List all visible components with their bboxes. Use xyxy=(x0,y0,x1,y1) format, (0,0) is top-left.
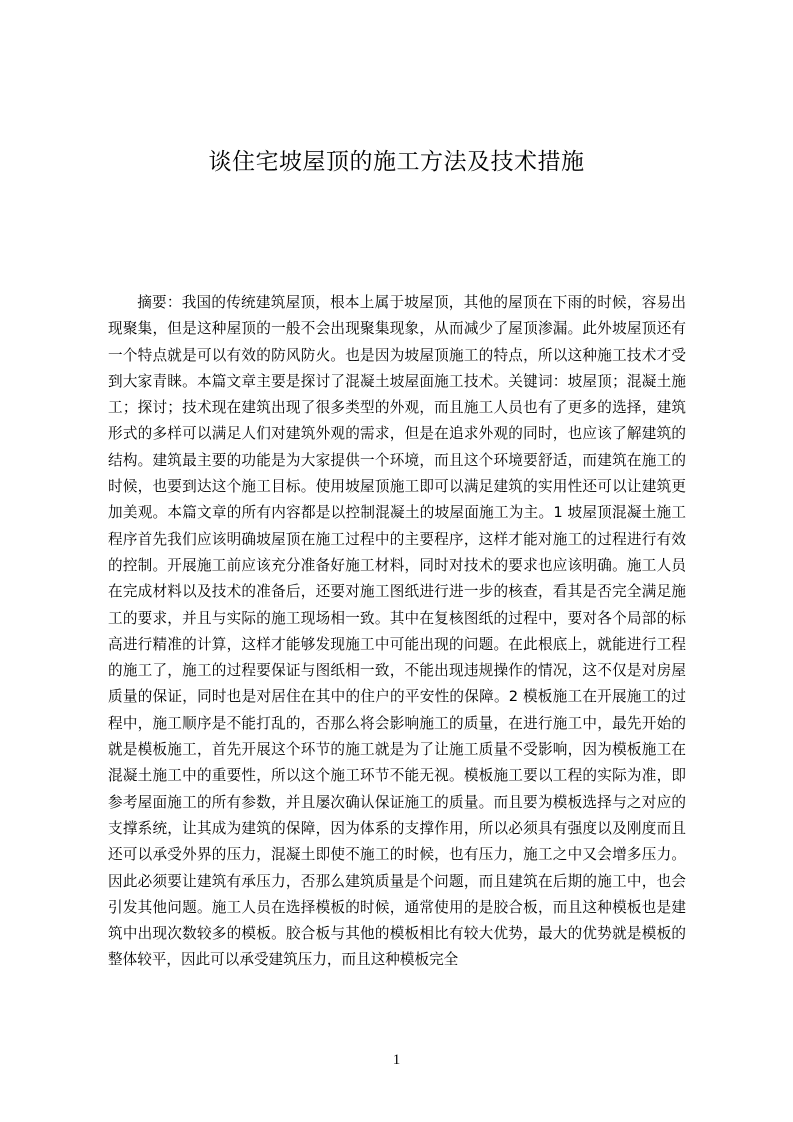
page-number: 1 xyxy=(392,1052,401,1068)
document-title: 谈住宅坡屋顶的施工方法及技术措施 xyxy=(208,149,585,175)
body-paragraph: 摘要：我国的传统建筑屋顶，根本上属于坡屋顶，其他的屋顶在下雨的时候，容易出现聚集，但是这种屋顶的一般不会出现聚集现象，从而减少了屋顶渗漏。此外坡屋顶还有一个特点就是可以有效的防风防火。也是因为坡屋顶施工的特点，所以这种施工技术才受到大家青睐。本篇文章主要是探讨了混凝土坡屋面施工技术。关键词：坡屋顶；混凝土施工；探讨；技术现在建筑出现了很多类型的外观，而且施工人员也有了更多的选择，建筑形式的多样可以满足人们对建筑外观的需求，但是在追求外观的同时，也应该了解建筑的结构。建筑最主要的功能是为大家提供一个环境，而且这个环境要舒适，而建筑在施工的时候，也要到达这个施工目标。使用坡屋顶施工即可以满足建筑的实用性还可以让建筑更加美观。本篇文章的所有内容都是以控制混凝土的坡屋面施工为主。1 坡屋顶混凝土施工程序首先我们应该明确坡屋顶在施工过程中的主要程序，这样才能对施工的过程进行有效的控制。开展施工前应该充分准备好施工材料，同时对技术的要求也应该明确。施工人员在完成材料以及技术的准备后，还要对施工图纸进行进一步的核查，看其是否完全满足施工的要求，并且与实际的施工现场相一致。其中在复核图纸的过程中，要对各个局部的标高进行精准的计算，这样才能够发现施工中可能出现的问题。在此根底上，就能进行工程的施工了，施工的过程要保证与图纸相一致，不能出现违规操作的情况，这不仅是对房屋质量的保证，同时也是对居住在其中的住户的平安性的保障。2 模板施工在开展施工的过程中，施工顺序是不能打乱的，否那么将会影响施工的质量，在进行施工中，最先开始的就是模板施工，首先开展这个环节的施工就是为了让施工质量不受影响，因为模板施工在混凝土施工中的重要性，所以这个施工环节不能无视。模板施工要以工程的实际为准，即参考屋面施工的所有参数，并且屡次确认保证施工的质量。而且要为模板选择与之对应的支撑系统，让其成为建筑的保障，因为体系的支撑作用，所以必须具有强度以及刚度而且还可以承受外界的压力，混凝土即使不施工的时候，也有压力，施工之中又会增多压力。因此必须要让建筑有承压力，否那么建筑质量是个问题，而且建筑在后期的施工中，也会引发其他问题。施工人员在选择模板的时候，通常使用的是胶合板，而且这种模板也是建筑中出现次数较多的模板。胶合板与其他的模板相比有较大优势，最大的优势就是模板的整体较平，因此可以承受建筑压力，而且这种模板完全 xyxy=(108,294,686,969)
